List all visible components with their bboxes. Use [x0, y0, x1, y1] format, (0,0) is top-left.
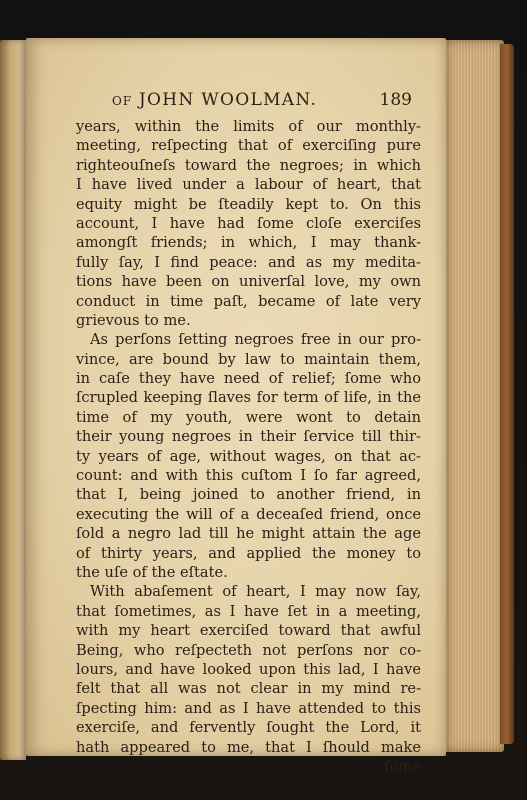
text-line: I have lived under a labour of heart, that	[76, 176, 421, 194]
running-head-title: JOHN WOOLMAN.	[138, 90, 318, 110]
text-line: amongſt friends; in which, I may thank-	[76, 234, 421, 252]
text-line: tions have been on univerſal love, my own	[76, 273, 421, 291]
text-line: that I, being joined to another friend, in	[76, 486, 421, 504]
text-line: account, I have had ſome cloſe exerciſes	[76, 214, 421, 232]
text-line: years, within the limits of our monthly-	[76, 118, 421, 135]
text-line: exerciſe, and fervently ſought the Lord, it	[76, 719, 421, 737]
text-line: of thirty years, and applied the money to	[76, 544, 421, 562]
text-line: hath appeared to me, that I ſhould make	[76, 738, 421, 756]
catchword-line	[76, 757, 421, 776]
paragraph-start-line: As perſons ſetting negroes free in our pro-	[90, 331, 421, 349]
text-line: ſcrupled keeping ſlaves for term of life, in the	[76, 389, 421, 407]
text-line: ſold a negro lad till he might attain the age	[76, 525, 421, 543]
text-line: felt that all was not clear in my mind re-	[76, 680, 421, 698]
page-body	[76, 117, 421, 776]
text-line: lours, and have looked upon this lad, I have	[76, 660, 421, 678]
text-line: ty years of age, without wages, on that ac-	[76, 447, 421, 465]
running-head	[112, 90, 412, 114]
text-line: the uſe of the eſtate.	[76, 563, 228, 581]
cover-edge	[500, 44, 514, 744]
catchword: ſome	[384, 757, 421, 775]
text-line: righteouſneſs toward the negroes; in which	[76, 156, 421, 174]
text-line: vince, are bound by law to maintain them,	[76, 350, 421, 368]
text-line: that ſometimes, as I have ſet in a meeting,	[76, 602, 421, 620]
text-line: meeting, reſpecting that of exerciſing pure	[76, 137, 421, 155]
text-line: executing the will of a deceaſed friend, once	[76, 505, 421, 523]
text-line: with my heart exerciſed toward that awful	[76, 622, 421, 640]
text-line: conduct in time paſt, became of late very	[76, 292, 421, 310]
text-line: fully ſay, I find peace: and as my medita-	[76, 253, 421, 271]
text-line: Being, who reſpecteth not perſons nor co-	[76, 641, 421, 659]
paragraph-start-line: With abaſement of heart, I may now ſay,	[90, 583, 421, 601]
running-head-prefix: OF	[112, 94, 133, 108]
text-line: ſpecting him: and as I have attended to this	[76, 699, 421, 717]
page-number: 189	[379, 90, 412, 110]
text-line: count: and with this cuſtom I ſo far agreed,	[76, 467, 421, 485]
text-line: their young negroes in their ſervice till thir-	[76, 428, 421, 446]
text-line: time of my youth, were wont to detain	[76, 408, 421, 426]
text-line: equity might be ſteadily kept to. On this	[76, 195, 421, 213]
text-line: grievous to me.	[76, 311, 191, 329]
text-line: in caſe they have need of relief; ſome who	[76, 370, 421, 388]
page-block-edge	[446, 40, 504, 752]
facing-page-edge	[0, 40, 26, 760]
